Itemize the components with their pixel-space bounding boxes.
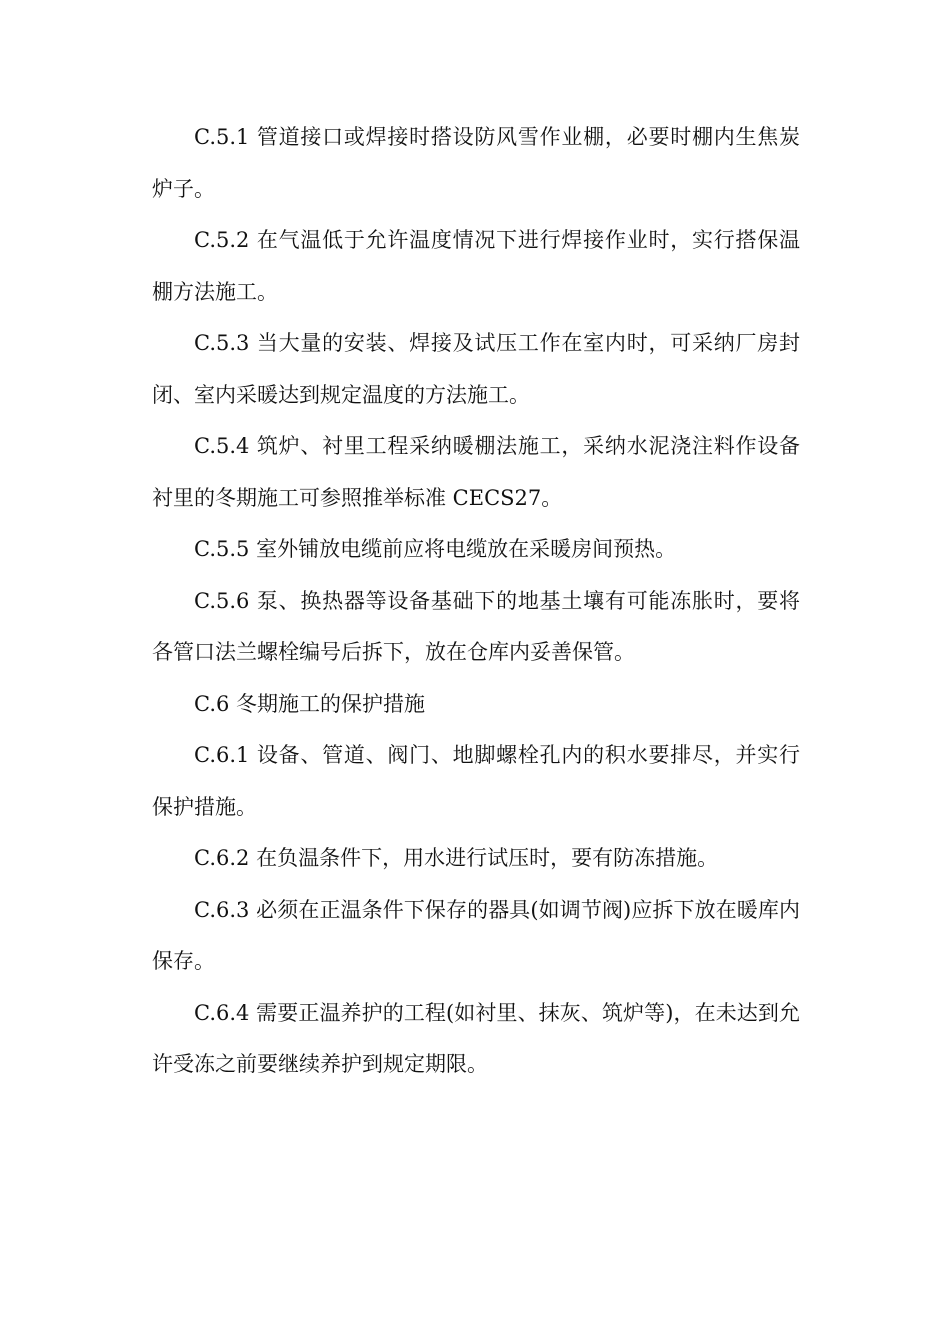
- paragraph-c-5-5: C.5.5 室外铺放电缆前应将电缆放在采暖房间预热。: [194, 537, 677, 561]
- paragraph-c-5-2: C.5.2 在气温低于允许温度情况下进行焊接作业时，实行搭保温棚方法施工。: [152, 228, 800, 304]
- section-heading-c-6: C.6 冬期施工的保护措施: [194, 691, 426, 716]
- paragraph-c-5-1: C.5.1 管道接口或焊接时搭设防风雪作业棚，必要时棚内生焦炭炉子。: [152, 125, 800, 201]
- paragraph-c-6-3: C.6.3 必须在正温条件下保存的器具(如调节阀)应拆下放在暖库内保存。: [152, 897, 800, 973]
- paragraph-c-6-2: C.6.2 在负温条件下，用水进行试压时，要有防冻措施。: [194, 846, 719, 870]
- paragraph-c-5-3: C.5.3 当大量的安装、焊接及试压工作在室内时，可采纳厂房封闭、室内采暖达到规定温度的方法施工。: [152, 331, 800, 407]
- paragraph-c-5-6: C.5.6 泵、换热器等设备基础下的地基土壤有可能冻胀时，要将各管口法兰螺栓编号后拆下，放在仓库内妥善保管。: [152, 588, 800, 664]
- paragraph-c-6-4: C.6.4 需要正温养护的工程(如衬里、抹灰、筑炉等)，在未达到允许受冻之前要继续养护到规定期限。: [152, 1000, 800, 1076]
- paragraph-c-5-4: C.5.4 筑炉、衬里工程采纳暖棚法施工，采纳水泥浇注料作设备衬里的冬期施工可参照推举标准 CECS27。: [152, 434, 800, 510]
- paragraph-c-6-1: C.6.1 设备、管道、阀门、地脚螺栓孔内的积水要排尽，并实行保护措施。: [152, 743, 800, 819]
- document-body: [152, 112, 800, 1091]
